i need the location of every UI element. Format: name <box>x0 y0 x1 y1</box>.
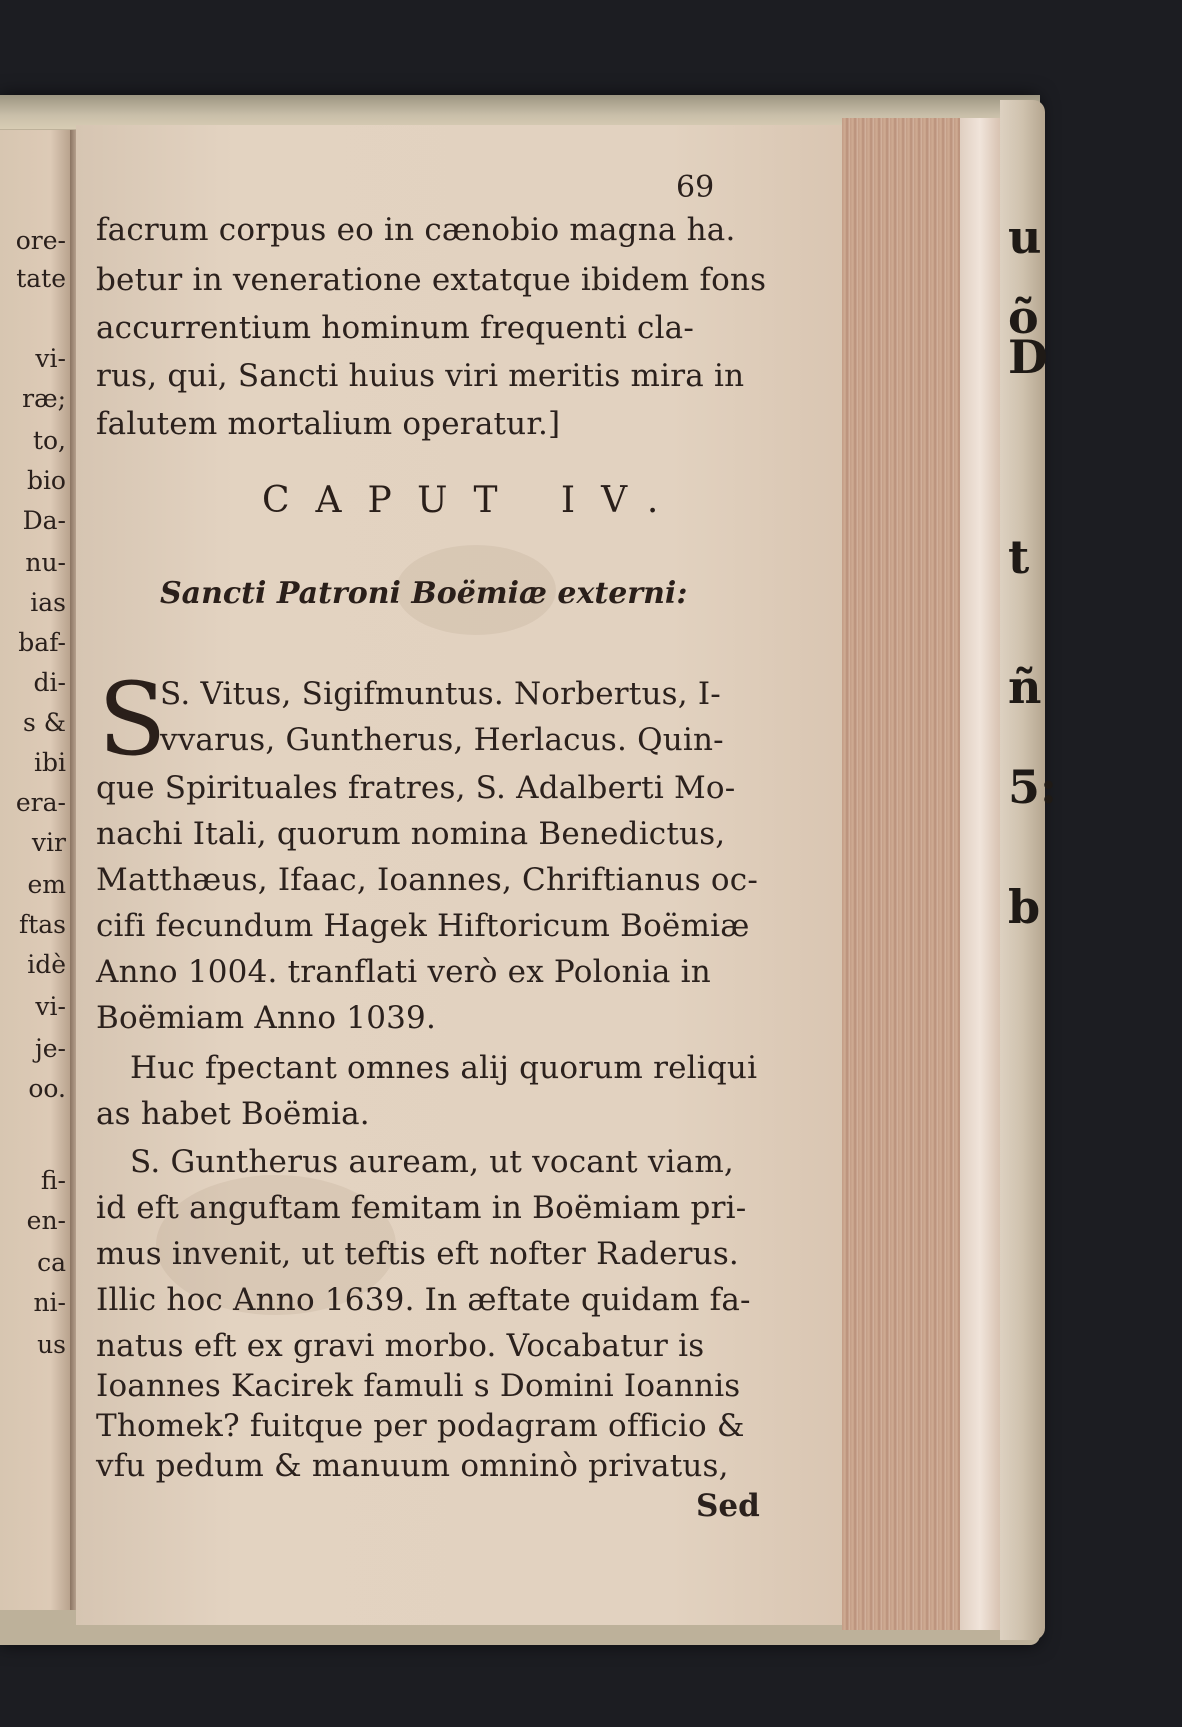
text-line: cifi fecundum Hagek Hiftoricum Boëmiæ <box>96 908 750 944</box>
left-page-fragment: Da- <box>22 506 66 535</box>
text-line: betur in veneratione extatque ibidem fons <box>96 262 767 298</box>
cover-glyph: D <box>1008 330 1048 384</box>
left-page-fragment: di- <box>33 668 66 697</box>
text-line: facrum corpus eo in cænobio magna ha. <box>96 212 736 248</box>
catchword: Sed <box>696 1488 760 1524</box>
cover-glyph: t <box>1008 530 1030 584</box>
left-page-fragment: tate <box>16 264 66 293</box>
left-page-fragment: vi- <box>35 344 66 373</box>
drop-cap: S <box>98 661 167 778</box>
left-page-fragment: fi- <box>40 1166 66 1195</box>
text-line: Huc fpectant omnes alij quorum reliqui <box>130 1050 758 1086</box>
cover-glyph: u <box>1008 210 1042 264</box>
left-page-fragment: em <box>27 870 66 899</box>
text-line: rus, qui, Sancti huius viri meritis mira in <box>96 358 745 394</box>
left-page <box>0 130 72 1610</box>
cover-glyph: 5: <box>1008 760 1057 814</box>
left-page-fragment: en- <box>26 1206 66 1235</box>
text-line: Thomek? fuitque per podagram officio & <box>96 1408 745 1444</box>
left-page-fragment: ftas <box>18 910 66 939</box>
left-page-fragment: s & <box>22 708 66 737</box>
text-line: Matthæus, Ifaac, Ioannes, Chriftianus oc- <box>96 862 759 898</box>
text-line: Illic hoc Anno 1639. In æftate quidam fa- <box>96 1282 751 1318</box>
page-edges-light <box>960 118 1000 1630</box>
left-page-fragment: je- <box>35 1034 66 1063</box>
text-line: S. Vitus, Sigifmuntus. Norbertus, I- <box>160 676 721 712</box>
cover-glyph: ñ <box>1008 660 1042 714</box>
chapter-heading: CAPUT IV. <box>262 480 685 521</box>
text-line: vvarus, Guntherus, Herlacus. Quin- <box>160 722 724 758</box>
text-line: Anno 1004. tranflati verò ex Polonia in <box>96 954 711 990</box>
left-page-fragment: ni- <box>33 1288 66 1317</box>
cover-glyph: õ <box>1008 290 1039 344</box>
left-page-fragment: baf- <box>18 628 66 657</box>
left-page-fragment: ræ; <box>22 384 66 413</box>
text-line: mus invenit, ut teftis eft nofter Raderus. <box>96 1236 739 1272</box>
text-line: as habet Boëmia. <box>96 1096 370 1132</box>
left-page-fragment: ias <box>30 588 66 617</box>
text-line: falutem mortalium operatur.] <box>96 406 561 442</box>
cover-glyph: b <box>1008 880 1041 934</box>
text-line: Ioannes Kacirek famuli s Domini Ioannis <box>96 1368 741 1404</box>
left-page-fragment: ore- <box>15 226 66 255</box>
left-page-fragment: bio <box>26 466 66 495</box>
left-page-fragment: ca <box>37 1248 66 1277</box>
left-page-fragment: vi- <box>35 992 66 1021</box>
text-line: nachi Itali, quorum nomina Benedictus, <box>96 816 726 852</box>
left-page-fragment: vir <box>31 828 66 857</box>
text-line: vfu pedum & manuum omninò privatus, <box>96 1448 729 1484</box>
left-page-fragment: nu- <box>25 548 66 577</box>
page-number: 69 <box>676 170 715 205</box>
text-line: accurrentium hominum frequenti cla- <box>96 310 695 346</box>
text-line: natus eft ex gravi morbo. Vocabatur is <box>96 1328 705 1364</box>
left-page-fragment: ibi <box>34 748 66 777</box>
cover-edge <box>1000 100 1057 1640</box>
text-line: S. Guntherus auream, ut vocant viam, <box>130 1144 734 1180</box>
left-page-fragment: idè <box>27 950 66 979</box>
left-page-fragment: oo. <box>28 1074 66 1103</box>
chapter-subheading: Sancti Patroni Boëmiæ externi: <box>160 576 688 611</box>
left-page-fragment: to, <box>32 426 66 455</box>
text-line: id eft anguftam femitam in Boëmiam pri- <box>96 1190 747 1226</box>
left-page-fragment: us <box>37 1330 66 1359</box>
text-line: Boëmiam Anno 1039. <box>96 1000 437 1036</box>
text-line: que Spirituales fratres, S. Adalberti Mo- <box>96 770 736 806</box>
left-page-fragment: era- <box>15 788 66 817</box>
